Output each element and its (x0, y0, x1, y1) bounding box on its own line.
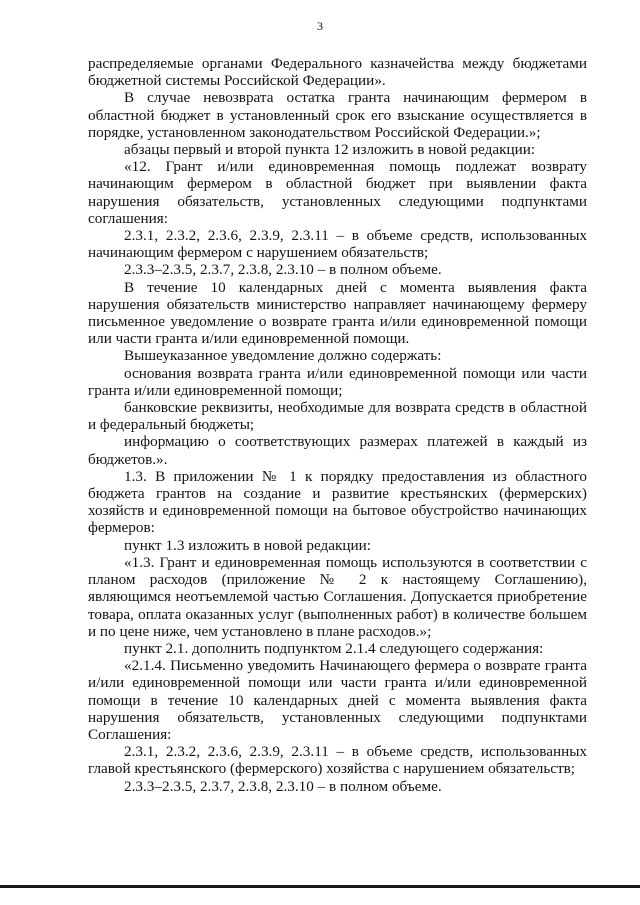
paragraph: пункт 2.1. дополнить подпунктом 2.1.4 следующего содержания: (124, 639, 544, 657)
paragraph: абзацы первый и второй пункта 12 изложить в новой редакции: (124, 141, 536, 159)
paragraph: информацию о соответствующих размерах платежей в каждый из бюджетов.». (88, 433, 587, 468)
paragraph: В течение 10 календарных дней с момента выявления факта нарушения обязательств министерство направляет начинающему фермеру письменное уведомление о возврате гранта и/или единовременной помощи или части гранта и/или единовременной помощи. (88, 278, 587, 348)
paragraph: 2.3.1, 2.3.2, 2.3.6, 2.3.9, 2.3.11 – в объеме средств, использованных начинающим фермером с нарушением обязательств; (88, 227, 587, 262)
paragraph: В случае невозврата остатка гранта начинающим фермером в областной бюджет в установленный срок его взыскание осуществляется в порядке, установленном законодательством Российской Федерации.»; (88, 89, 587, 141)
paragraph: 1.3. В приложении № 1 к порядку предоставления из областного бюджета грантов на создание и развитие крестьянских (фермерских) хозяйств и единовременной помощи на бытовое обустройство начинающих фермеров: (88, 467, 587, 537)
paragraph: «2.1.4. Письменно уведомить Начинающего фермера о возврате гранта и/или единовременной помощи или части гранта и/или единовременной помощи в течение 10 календарных дней с момента выявления факта нарушения обязательств, установленных следующими подпунктами Соглашения: (88, 657, 587, 743)
paragraph: распределяемые органами Федерального казначейства между бюджетами бюджетной системы Российской Федерации». (88, 55, 587, 90)
bottom-rule (0, 885, 640, 888)
paragraph: Вышеуказанное уведомление должно содержать: (124, 347, 442, 365)
paragraph: основания возврата гранта и/или единовременной помощи или части гранта и/или единовременной помощи; (88, 364, 587, 399)
page-number: 3 (317, 19, 323, 33)
paragraph: банковские реквизиты, необходимые для возврата средств в областной и федеральный бюджеты; (88, 399, 587, 434)
paragraph: пункт 1.3 изложить в новой редакции: (124, 536, 372, 554)
paragraph: 2.3.1, 2.3.2, 2.3.6, 2.3.9, 2.3.11 – в объеме средств, использованных главой крестьянского (фермерского) хозяйства с нарушением обязательств; (88, 743, 587, 778)
paragraph: «12. Грант и/или единовременная помощь подлежат возврату начинающим фермером в областной бюджет при выявлении факта нарушения обязательств, установленных следующими подпунктами соглашения: (88, 158, 587, 227)
paragraph: 2.3.3–2.3.5, 2.3.7, 2.3.8, 2.3.10 – в полном объеме. (124, 261, 442, 279)
paragraph: «1.3. Грант и единовременная помощь используются в соответствии с планом расходов (приложение № 2 к настоящему Соглашению), являющимся неотъемлемой частью Соглашения. Допускается приобретение товара, оплата оказанных услуг (выполненных работ) в количестве большем и по цене ниже, чем установлено в плане расходов.»; (88, 553, 587, 640)
document-body (88, 55, 587, 795)
paragraph: 2.3.3–2.3.5, 2.3.7, 2.3.8, 2.3.10 – в полном объеме. (124, 777, 442, 795)
